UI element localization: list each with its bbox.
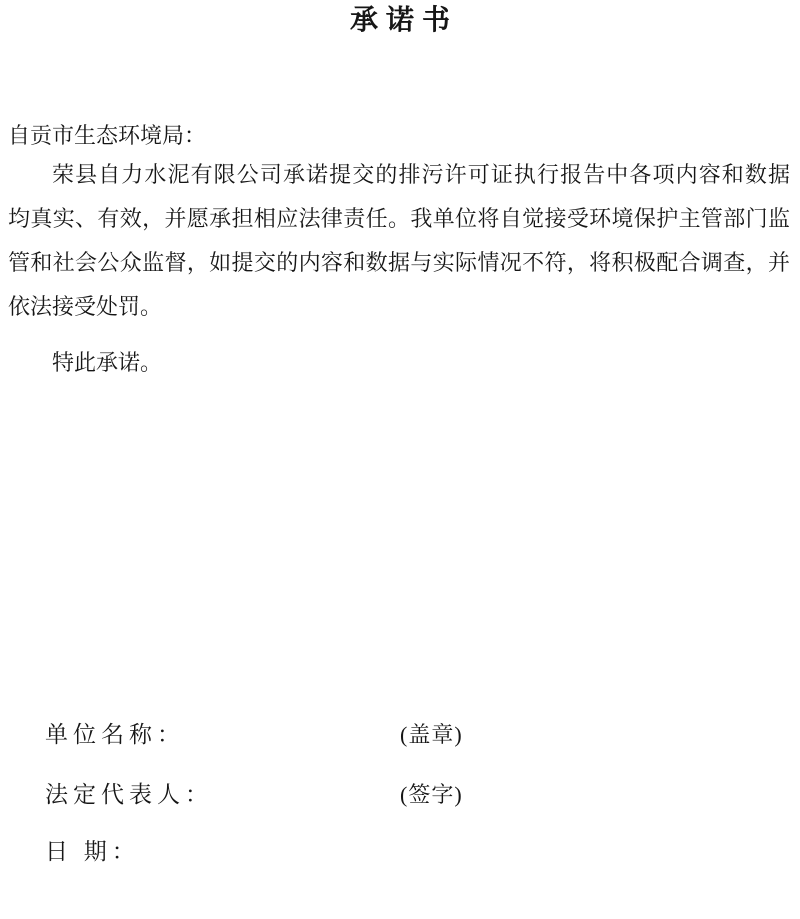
body-line-3: 管和社会公众监督，如提交的内容和数据与实际情况不符，将积极配合调查，并	[8, 250, 790, 275]
closing-statement: 特此承诺。	[52, 350, 163, 375]
signature-row-unit-name	[0, 720, 800, 750]
salutation-line: 自贡市生态环境局：	[8, 123, 207, 148]
body-line-1: 荣县自力水泥有限公司承诺提交的排污许可证执行报告中各项内容和数据	[52, 162, 790, 187]
body-line-4: 依法接受处罚。	[8, 294, 163, 319]
body-paragraph	[8, 153, 790, 329]
signature-row-date	[0, 837, 800, 867]
unit-name-label: 单位名称：	[45, 722, 185, 747]
document-title: 承诺书	[349, 4, 458, 35]
date-label: 日 期：	[45, 839, 140, 864]
seal-note: (盖章)	[400, 722, 463, 747]
legal-representative-label: 法定代表人：	[45, 782, 213, 807]
signature-note: (签字)	[400, 782, 463, 807]
signature-row-legal-representative	[0, 780, 800, 810]
body-line-2: 均真实、有效，并愿承担相应法律责任。我单位将自觉接受环境保护主管部门监	[8, 206, 790, 231]
